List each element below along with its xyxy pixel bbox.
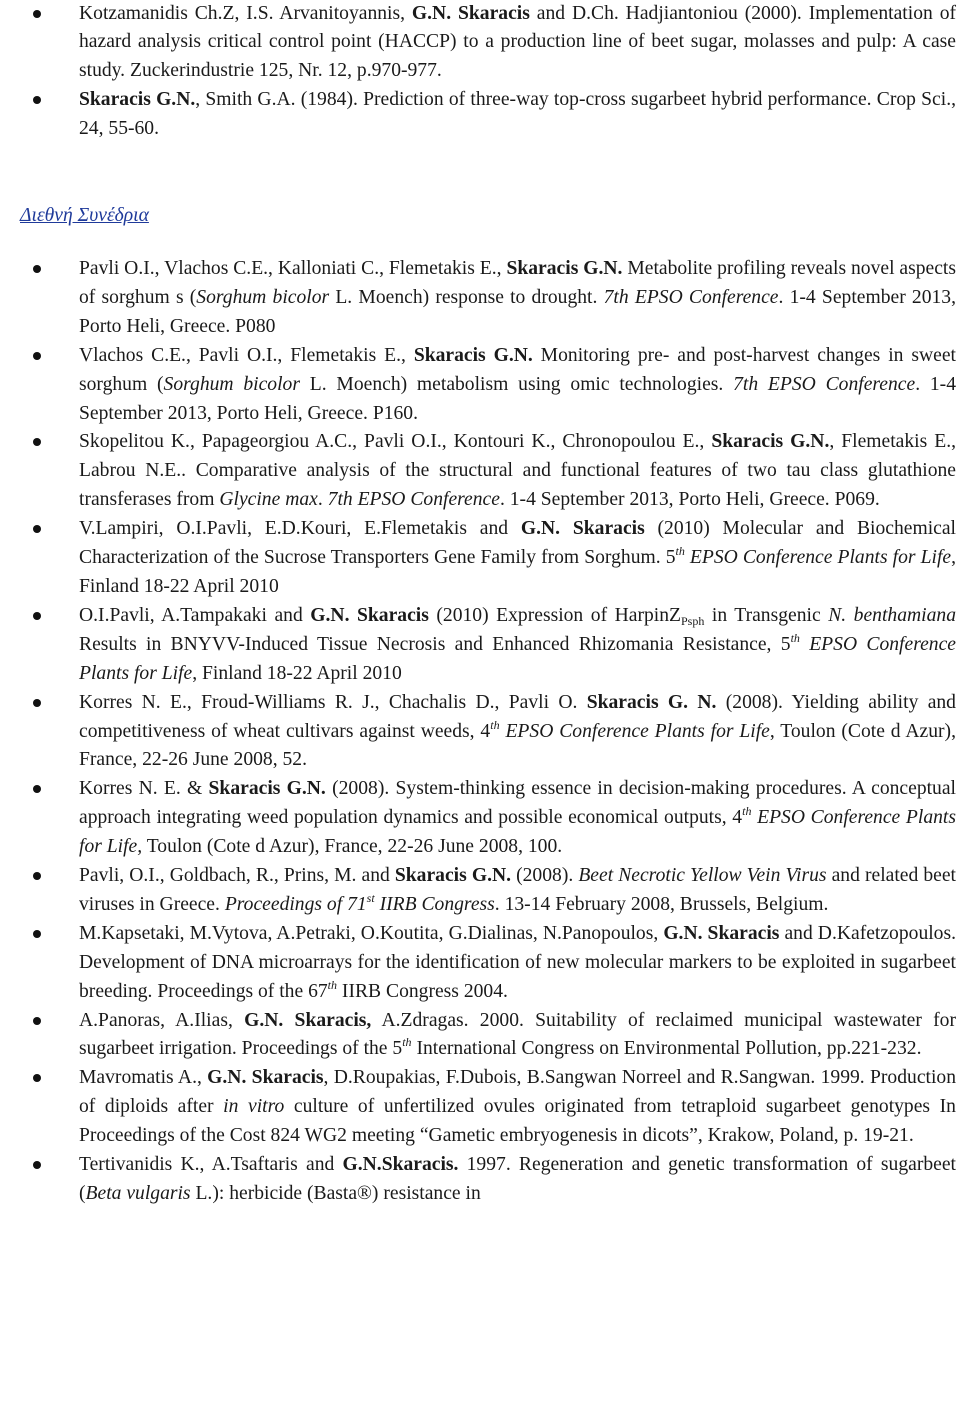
reference-text-run: Beet Necrotic Yellow Vein Virus — [578, 865, 827, 887]
reference-text-run: Monitoring pre- and post-harvest changes in sweet sorghum ( — [79, 344, 956, 395]
reference-text-run: G.N. Skaracis — [411, 2, 530, 24]
reference-text-run: in vitro — [223, 1096, 285, 1118]
reference-text-run: G.N. Skaracis — [520, 518, 645, 540]
reference-text-run: in Transgenic — [704, 604, 829, 626]
reference-text-run: Tertivanidis K., A.Tsaftaris and — [79, 1154, 343, 1176]
reference-text-run: Pavli, O.I., Goldbach, R., Prins, M. and — [79, 865, 395, 887]
reference-text-run: Vlachos C.E., Pavli O.I., Flemetakis E., — [79, 344, 414, 366]
reference-text-run: (2010) Expression of HarpinZ — [428, 604, 681, 626]
reference-text-run: Skaracis G.N. — [413, 344, 533, 366]
reference-text-run: Korres N. E., Froud-Williams R. J., Chachalis D., Pavli O. — [79, 691, 587, 713]
reference-text-run: Psph — [681, 613, 705, 628]
reference-item — [0, 515, 956, 602]
reference-item — [0, 255, 956, 342]
reference-text-run: L. Moench) metabolism using omic technologies. — [299, 373, 734, 395]
reference-text-run: Mavromatis A., — [79, 1067, 208, 1089]
reference-text-run: Skaracis G.N. — [711, 431, 830, 453]
reference-text-run: culture of unfertilized ovules originated from tetraploid sugarbeet genotypes In Proceedings of the Cost 824 WG2 meeting “Gametic embryogenesis in dicots”, Krakow, Poland, p. 19-21. — [79, 1096, 956, 1147]
reference-text-run: (2008). System-thinking essence in decision-making procedures. A conceptual approach integrating weed population dynamics and possible economical outputs, 4 — [79, 778, 956, 829]
conference-references-list — [0, 255, 956, 1209]
reference-text-run: A.Zdragas. 2000. Suitability of reclaimed municipal wastewater for sugarbeet irrigation. Proceedings of the 5 — [79, 1009, 956, 1060]
reference-text-run: (2008). — [511, 865, 579, 887]
reference-text-run: . 13-14 February 2008, Brussels, Belgium. — [494, 893, 829, 915]
reference-text-run: , Finland 18-22 April 2010 — [192, 662, 402, 684]
reference-text-run: G.N.Skaracis. — [342, 1154, 459, 1176]
reference-text-run: V.Lampiri, O.I.Pavli, E.D.Kouri, E.Flemetakis and — [79, 518, 521, 540]
reference-text-run: G.N. Skaracis — [310, 604, 429, 626]
reference-text-run: M.Kapsetaki, M.Vytova, A.Petraki, O.Koutita, G.Dialinas, N.Panopoulos, — [79, 922, 664, 944]
reference-text-run: Beta vulgaris — [85, 1183, 191, 1204]
reference-text-run: Skopelitou K., Papageorgiou A.C., Pavli O.I., Kontouri K., Chronopoulou E., — [79, 431, 712, 453]
reference-text-run: , Flemetakis E., Labrou N.E.. Comparative analysis of the structural and functional features of two tau class glutathione transferases from — [79, 431, 956, 511]
reference-text-run: st — [366, 890, 375, 905]
reference-text-run: Sorghum bicolor — [196, 286, 330, 308]
reference-item — [0, 342, 956, 429]
reference-text-run: (2008). Yielding ability and competitiveness of wheat cultivars against weeds, 4 — [79, 691, 956, 742]
reference-text-run: G.N. Skaracis — [663, 922, 780, 944]
reference-text-run: O.I.Pavli, A.Tampakaki and — [79, 604, 311, 626]
reference-item — [0, 775, 956, 862]
reference-text-run: Skaracis G.N. — [79, 89, 196, 111]
reference-text-run: , D.Roupakias, F.Dubois, B.Sangwan Norreel and R.Sangwan. 1999. Production of diploids after — [79, 1067, 956, 1118]
reference-text-run: . 1-4 September 2013, Porto Heli, Greece. P069. — [499, 489, 880, 511]
reference-item — [0, 86, 956, 144]
reference-text-run: Skaracis G.N. — [208, 778, 326, 800]
reference-text-run: th — [327, 977, 338, 992]
reference-item — [0, 0, 956, 86]
reference-text-run: , Toulon (Cote d Azur), France, 22-26 June 2008, 52. — [79, 720, 956, 771]
reference-text-run: Skaracis G.N. — [394, 865, 512, 887]
reference-text-run: Pavli O.I., Vlachos C.E., Kalloniati C., Flemetakis E., — [79, 258, 507, 279]
reference-text-run: G.N. Skaracis, — [244, 1009, 372, 1031]
reference-text-run: Kotzamanidis Ch.Z, I.S. Arvanitoyannis, — [79, 2, 412, 24]
reference-text-run: A.Panoras, A.Ilias, — [79, 1009, 245, 1031]
reference-text-run: th — [675, 544, 685, 559]
reference-text-run: EPSO Conference Plants for Life, — [79, 807, 956, 858]
reference-text-run: (2010) Molecular and Biochemical Characterization of the Sucrose Transporters Gene Family from Sorghum. 5 — [79, 518, 956, 569]
reference-text-run: th — [490, 717, 500, 732]
reference-text-run: . 1-4 September 2013, Porto Heli, Greece. P160. — [79, 373, 956, 424]
reference-text-run: N. benthamiana — [828, 604, 956, 626]
reference-text-run: Skaracis G. N. — [586, 691, 717, 713]
journal-references-list — [0, 0, 956, 144]
reference-text-run: . — [317, 489, 328, 511]
reference-item — [0, 1064, 956, 1151]
reference-item — [0, 428, 956, 515]
reference-text-run: G.N. Skaracis — [207, 1067, 324, 1089]
reference-text-run: 7th EPSO Conference — [733, 373, 916, 395]
reference-item — [0, 1151, 956, 1209]
reference-text-run: 7th EPSO Conference — [603, 286, 779, 308]
reference-text-run: Toulon (Cote d Azur), France, 22-26 June 2008, 100. — [142, 836, 563, 858]
reference-text-run: th — [742, 804, 752, 819]
reference-text-run: Proceedings of 71 — [224, 893, 367, 915]
reference-item — [0, 920, 956, 1007]
reference-item — [0, 602, 956, 689]
reference-text-run: th — [402, 1035, 412, 1050]
reference-item — [0, 689, 956, 776]
reference-text-run: L. Moench) response to drought. — [329, 286, 604, 308]
reference-text-run: and D.Ch. Hadjiantoniou (2000). Implementation of hazard analysis critical control point (HACCP) to a production line of beet sugar, molasses and pulp: A case study. Zuckerindustrie 125, Nr. 12, p.970-977. — [79, 2, 957, 82]
reference-text-run: International Congress on Environmental Pollution, pp.221-232. — [411, 1038, 922, 1060]
reference-text-run: Korres N. E. & — [79, 778, 209, 800]
reference-text-run: and related beet viruses in Greece. — [79, 865, 956, 915]
reference-item — [0, 1007, 956, 1065]
reference-text-run: , Finland 18-22 April 2010 — [79, 547, 956, 597]
reference-text-run: Glycine max — [219, 489, 318, 511]
reference-text-run: L.): herbicide (Basta®) resistance in — [190, 1183, 481, 1204]
reference-item — [0, 862, 956, 920]
reference-text-run: Results in BNYVV-Induced Tissue Necrosis and Enhanced Rhizomania Resistance, 5 — [79, 633, 791, 655]
reference-text-run: Metabolite profiling reveals novel aspects of sorghum s ( — [79, 258, 957, 308]
reference-text-run: IIRB Congress 2004. — [337, 980, 508, 1002]
reference-text-run: IIRB Congress — [374, 893, 495, 915]
reference-text-run: 1997. Regeneration and genetic transformation of sugarbeet ( — [79, 1154, 956, 1204]
reference-text-run: and D.Kafetzopoulos. Development of DNA microarrays for the identification of new molecular markers to be exploited in sugarbeet breeding. Proceedings of the 67 — [79, 922, 957, 1002]
reference-text-run: Sorghum bicolor — [163, 373, 300, 395]
section-heading-international-conferences: Διεθνή Συνέδρια — [20, 205, 149, 226]
reference-text-run: . 1-4 September 2013, Porto Heli, Greece. P080 — [79, 286, 957, 337]
reference-text-run: th — [790, 630, 800, 645]
reference-text-run: EPSO Conference Plants for Life — [79, 633, 956, 684]
reference-text-run: , Smith G.A. (1984). Prediction of three-way top-cross sugarbeet hybrid performance. Crop Sci., 24, 55-60. — [79, 89, 956, 140]
reference-text-run: EPSO Conference Plants for Life — [499, 720, 770, 742]
reference-text-run: EPSO Conference Plants for Life — [684, 547, 952, 569]
reference-text-run: 7th EPSO Conference — [327, 489, 500, 511]
reference-text-run: Skaracis G.N. — [506, 258, 623, 279]
